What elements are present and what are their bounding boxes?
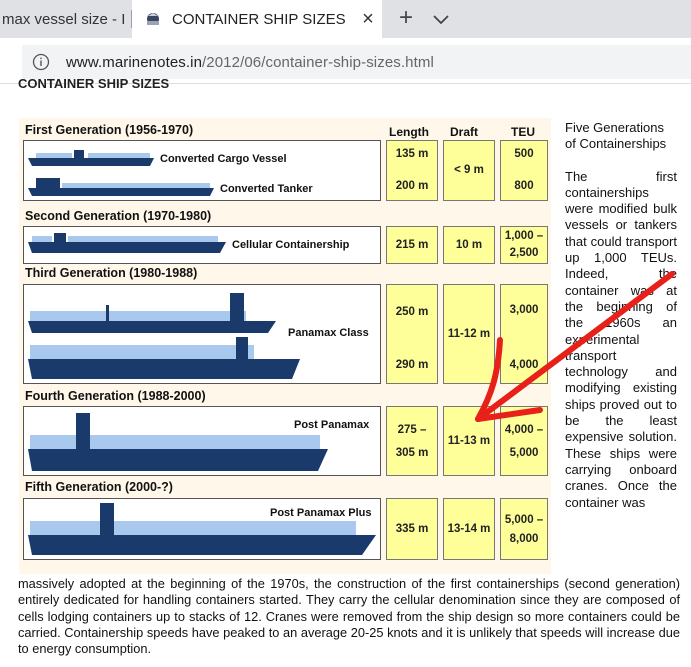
generation-5-ships (23, 498, 381, 560)
gen1-length-2: 200 m (395, 180, 429, 192)
vessel-cellular-containership: Cellular Containership (232, 239, 350, 251)
gen4-teu-2: 5,000 (509, 447, 539, 459)
gen1-length-1: 135 m (395, 148, 429, 160)
url-text (66, 54, 434, 71)
tab-title: max vessel size - I (2, 10, 126, 28)
generation-5-title: Fifth Generation (2000-?) (25, 480, 173, 494)
generation-1-ships (23, 140, 381, 201)
gen2-teu-cell (500, 226, 548, 264)
gen1-teu-1: 500 (514, 148, 534, 160)
generation-1-ship-drawings (24, 141, 379, 199)
gen2-draft-cell: 10 m (443, 226, 495, 264)
close-tab-icon[interactable]: × (362, 7, 374, 30)
tab-bar (0, 0, 691, 38)
gen4-draft-cell: 11-13 m (443, 406, 495, 476)
tab-container-ship-sizes[interactable] (132, 0, 382, 38)
gen5-teu-cell (500, 498, 548, 560)
page-content (0, 76, 691, 667)
chevron-down-icon[interactable] (430, 8, 452, 30)
gen5-teu-2: 8,000 (509, 533, 539, 545)
column-teu: TEU (511, 125, 535, 139)
gen2-teu-2: 2,500 (509, 247, 539, 259)
gen5-teu-1: 5,000 – (504, 514, 544, 526)
gen3-teu-1: 3,000 (509, 304, 539, 316)
side-paragraph-title: Five Generations of Containerships (565, 120, 667, 152)
gen1-teu-cell (500, 140, 548, 201)
vessel-panamax-class: Panamax Class (288, 327, 369, 339)
info-icon[interactable] (32, 53, 50, 71)
url-path: /2012/06/container-ship-sizes.html (202, 53, 434, 71)
gen3-length-1: 250 m (395, 306, 429, 318)
gen2-length-cell: 215 m (386, 226, 438, 264)
generation-4-ships (23, 406, 381, 476)
column-draft: Draft (450, 125, 479, 139)
gen1-length-cell (386, 140, 438, 201)
vessel-post-panamax: Post Panamax (294, 419, 370, 431)
side-paragraph (565, 120, 677, 511)
gen4-length-2: 305 m (395, 447, 429, 459)
gen3-draft-cell: 11-12 m (443, 284, 495, 384)
gen5-draft-cell: 13-14 m (443, 498, 495, 560)
url-input[interactable] (22, 45, 691, 79)
gen2-teu-1: 1,000 – (504, 230, 544, 242)
body-paragraph: massively adopted at the beginning of the 1970s, the construction of the first containerships (second generation) entirely dedicated for handling containers started. They carry the cellular denomination since they are composed of cells lodging containers up to stacks of 12. Cranes were removed from the ship design so more containers could be carried. Containership speeds have peaked to an average 20-25 knots and it is unlikely that speeds will increase due to energy consumption. (18, 576, 680, 657)
gen4-teu-cell (500, 406, 548, 476)
url-host: www.marinenotes.in (66, 53, 203, 71)
gen3-length-cell (386, 284, 438, 384)
generation-2-title: Second Generation (1970-1980) (25, 209, 212, 223)
gen1-teu-2: 800 (514, 180, 534, 192)
tab-max-vessel-size[interactable] (0, 0, 132, 38)
generation-4-title: Fourth Generation (1988-2000) (25, 389, 206, 403)
gen4-length-1: 275 – (397, 424, 427, 436)
column-length: Length (389, 125, 429, 139)
gen4-length-cell (386, 406, 438, 476)
gen4-teu-1: 4,000 – (504, 424, 544, 436)
vessel-converted-tanker: Converted Tanker (220, 183, 313, 195)
page-title: CONTAINER SHIP SIZES (18, 76, 170, 91)
vessel-post-panamax-plus: Post Panamax Plus (270, 507, 372, 519)
gen3-teu-2: 4,000 (509, 359, 539, 371)
tab-title: CONTAINER SHIP SIZES (172, 10, 346, 28)
ship-wheel-icon (144, 10, 162, 28)
generation-2-ships (23, 226, 381, 264)
gen3-length-2: 290 m (395, 359, 429, 371)
new-tab-icon[interactable]: + (398, 4, 413, 31)
container-ship-generations-figure (19, 118, 551, 574)
generation-1-title: First Generation (1956-1970) (25, 123, 194, 137)
gen3-teu-cell (500, 284, 548, 384)
generation-3-title: Third Generation (1980-1988) (25, 266, 198, 280)
vessel-converted-cargo: Converted Cargo Vessel (160, 153, 287, 165)
gen1-draft-cell: < 9 m (443, 140, 495, 201)
generation-3-ships (23, 284, 381, 384)
gen5-length-cell: 335 m (386, 498, 438, 560)
side-paragraph-body: The first containerships were modified bulk vessels or tankers that could transport up 1,000 TEUs. Indeed, the container was at the beginning of the 1960s an experimental transport technology and modifying existing ships proved out to be the least expensive solution. These ships were carrying onboard cranes. Once the container was (565, 168, 677, 510)
generation-4-ship-drawing (24, 407, 379, 474)
